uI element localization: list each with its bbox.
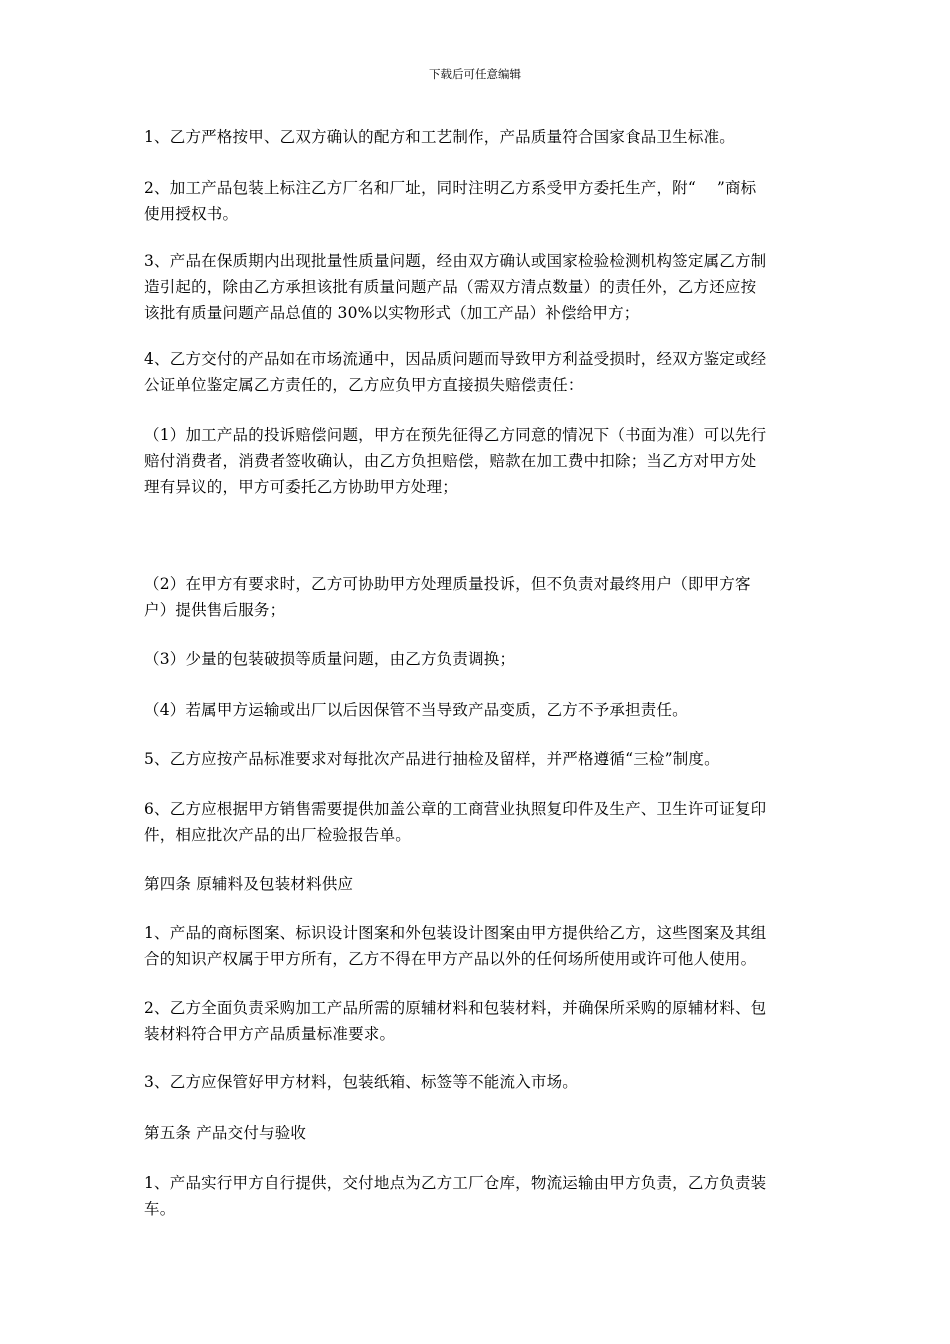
text-line: 使用授权书。: [144, 205, 239, 223]
text-line: （3）少量的包装破损等质量问题，由乙方负责调换；: [144, 650, 516, 668]
text-line: （1）加工产品的投诉赔偿问题，甲方在预先征得乙方同意的情况下（书面为准）可以先行: [144, 426, 767, 444]
text-line: 2、加工产品包装上标注乙方厂名和厂址，同时注明乙方系受甲方委托生产，附“ ”商标: [144, 179, 757, 197]
paragraph-trademark-ip: [144, 920, 810, 972]
text-line: 第四条 原辅料及包装材料供应: [144, 875, 354, 893]
text-line: 3、乙方应保管好甲方材料，包装纸箱、标签等不能流入市场。: [144, 1073, 578, 1091]
text-line: 1、乙方严格按甲、乙双方确认的配方和工艺制作，产品质量符合国家食品卫生标准。: [144, 128, 735, 146]
paragraph-market-loss: [144, 346, 810, 398]
text-line: 2、乙方全面负责采购加工产品所需的原辅材料和包装材料，并确保所采购的原辅材料、包: [144, 999, 767, 1017]
text-line: 合的知识产权属于甲方所有，乙方不得在甲方产品以外的任何场所使用或许可他人使用。: [144, 950, 757, 968]
text-line: （2）在甲方有要求时，乙方可协助甲方处理质量投诉，但不负责对最终用户（即甲方客: [144, 575, 751, 593]
paragraph-item-4: [144, 697, 810, 723]
paragraph-sampling: [144, 746, 810, 772]
text-line: 1、产品实行甲方自行提供，交付地点为乙方工厂仓库，物流运输由甲方负责，乙方负责装: [144, 1174, 767, 1192]
paragraph-quality-standard: [144, 124, 810, 150]
text-line: 户）提供售后服务；: [144, 601, 286, 619]
text-line: 该批有质量问题产品总值的 30%以实物形式（加工产品）补偿给甲方；: [144, 304, 640, 322]
paragraph-batch-quality: [144, 248, 810, 326]
text-line: 车。: [144, 1200, 176, 1218]
page-header: 下载后可任意编辑: [429, 67, 521, 81]
paragraph-item-3: [144, 646, 810, 672]
section-heading-article-4: [144, 871, 810, 897]
text-line: 理有异议的，甲方可委托乙方协助甲方处理；: [144, 478, 459, 496]
text-line: 1、产品的商标图案、标识设计图案和外包装设计图案由甲方提供给乙方，这些图案及其组: [144, 924, 767, 942]
text-line: （4）若属甲方运输或出厂以后因保管不当导致产品变质，乙方不予承担责任。: [144, 701, 688, 719]
text-line: 第五条 产品交付与验收: [144, 1124, 307, 1142]
paragraph-licenses: [144, 796, 810, 848]
text-line: 3、产品在保质期内出现批量性质量问题，经由双方确认或国家检验检测机构签定属乙方制: [144, 252, 767, 270]
text-line: 装材料符合甲方产品质量标准要求。: [144, 1025, 396, 1043]
text-line: 赔付消费者，消费者签收确认，由乙方负担赔偿，赔款在加工费中扣除；当乙方对甲方处: [144, 452, 757, 470]
section-heading-article-5: [144, 1120, 810, 1146]
text-line: 6、乙方应根据甲方销售需要提供加盖公章的工商营业执照复印件及生产、卫生许可证复印: [144, 800, 767, 818]
text-line: 5、乙方应按产品标准要求对每批次产品进行抽检及留样，并严格遵循“三检”制度。: [144, 750, 720, 768]
text-line: 造引起的，除由乙方承担该批有质量问题产品（需双方清点数量）的责任外，乙方还应按: [144, 278, 757, 296]
paragraph-delivery: [144, 1170, 810, 1222]
text-line: 件，相应批次产品的出厂检验报告单。: [144, 826, 411, 844]
paragraph-packaging-label: [144, 175, 810, 227]
text-line: 公证单位鉴定属乙方责任的，乙方应负甲方直接损失赔偿责任：: [144, 376, 584, 394]
paragraph-material-custody: [144, 1069, 810, 1095]
paragraph-item-1: [144, 422, 810, 500]
text-line: 4、乙方交付的产品如在市场流通中，因品质问题而导致甲方利益受损时，经双方鉴定或经: [144, 350, 767, 368]
paragraph-item-2: [144, 571, 810, 623]
paragraph-raw-materials: [144, 995, 810, 1047]
